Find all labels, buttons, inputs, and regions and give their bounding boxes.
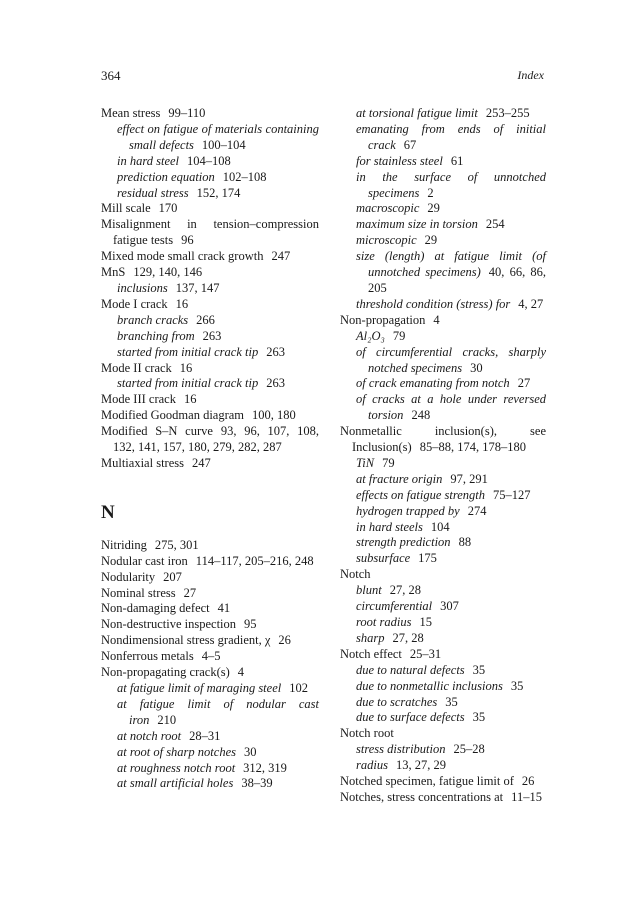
- index-page-refs: 152, 174: [196, 185, 241, 200]
- index-entry: [101, 538, 319, 554]
- index-page-refs: 129, 140, 146: [133, 265, 203, 280]
- index-page-refs: 26: [278, 633, 291, 648]
- index-entry: [340, 726, 546, 742]
- index-page-refs: 104–108: [187, 153, 231, 168]
- index-term: microscopic: [356, 233, 417, 248]
- index-subentry: [340, 663, 546, 679]
- index-term: Mixed mode small crack growth: [101, 249, 264, 264]
- index-page-refs: 40, 66, 86, 205: [368, 265, 546, 295]
- index-term: at root of sharp notches: [117, 744, 236, 759]
- index-page-refs: 247: [271, 249, 291, 264]
- index-page-refs: 79: [382, 455, 395, 470]
- index-term: Nodularity: [101, 569, 156, 584]
- index-term: strength prediction: [356, 535, 451, 550]
- index-page-refs: 100, 180: [252, 408, 296, 423]
- index-term: prediction equation: [117, 169, 215, 184]
- index-page-refs: 4–5: [201, 649, 221, 664]
- index-subentry: [340, 679, 546, 695]
- index-subentry: [101, 729, 319, 745]
- index-entry: [101, 392, 319, 408]
- index-page-refs: 11–15: [511, 789, 542, 804]
- index-page-refs: 104: [430, 519, 450, 534]
- index-page-refs: 263: [266, 376, 285, 391]
- index-term: radius: [356, 758, 388, 773]
- index-entry: [101, 249, 319, 265]
- index-subentry: [340, 742, 546, 758]
- index-term: Notches, stress concentrations at: [340, 789, 504, 804]
- index-subentry: [101, 313, 319, 329]
- index-term: Non-propagating crack(s): [101, 665, 230, 680]
- index-term: Mode II crack: [101, 360, 172, 375]
- index-page-refs: 263: [266, 344, 285, 359]
- index-term: maximum size in torsion: [356, 217, 478, 232]
- index-term: hydrogen trapped by: [356, 503, 460, 518]
- index-page-refs: 97, 291: [450, 471, 488, 486]
- index-page-refs: 312, 319: [243, 760, 287, 775]
- index-term: residual stress: [117, 185, 189, 200]
- index-page-refs: 88: [458, 535, 472, 550]
- index-page-refs: 114–117, 205–216, 248: [195, 553, 314, 568]
- index-subentry: [340, 106, 546, 122]
- index-subentry: [340, 122, 546, 154]
- index-subentry: [340, 520, 546, 536]
- index-entry: [101, 617, 319, 633]
- index-term: due to natural defects: [356, 662, 465, 677]
- index-term: TiN: [356, 455, 375, 470]
- index-entry: [101, 265, 319, 281]
- index-subentry: [340, 472, 546, 488]
- index-term: started from initial crack tip: [117, 344, 259, 359]
- index-term: started from initial crack tip: [117, 376, 259, 391]
- index-page-refs: 210: [157, 712, 177, 727]
- index-page-refs: 274: [467, 503, 487, 518]
- index-entry: [340, 424, 546, 456]
- index-page-refs: 207: [163, 569, 182, 584]
- index-page-refs: 248: [411, 408, 431, 423]
- index-page-refs: 35: [510, 678, 524, 693]
- index-page-refs: 102–108: [222, 169, 267, 184]
- index-entry: [101, 633, 319, 649]
- index-page-refs: 266: [196, 312, 215, 327]
- index-page-refs: 35: [445, 694, 458, 709]
- index-page-refs: 137, 147: [175, 280, 220, 295]
- index-page-refs: 4: [237, 665, 245, 680]
- index-term: Mean stress: [101, 106, 161, 120]
- index-entry: [101, 217, 319, 249]
- index-page-refs: 254: [485, 217, 505, 232]
- index-term: root radius: [356, 615, 412, 629]
- index-term: Al₂O₃: [356, 328, 385, 343]
- index-subentry: [340, 583, 546, 599]
- index-page-refs: 61: [450, 153, 464, 168]
- index-term: at fracture origin: [356, 471, 443, 486]
- index-page-refs: 95: [244, 617, 257, 632]
- index-page-refs: 247: [191, 455, 211, 470]
- index-page-refs: 79: [392, 328, 406, 343]
- index-subentry: [340, 456, 546, 472]
- index-entry: [340, 790, 546, 806]
- index-entry: [101, 361, 319, 377]
- index-page-refs: 30: [470, 360, 483, 375]
- index-entry: [101, 570, 319, 586]
- index-subentry: [340, 233, 546, 249]
- index-subentry: [340, 504, 546, 520]
- index-page-refs: 99–110: [168, 106, 206, 120]
- index-page-refs: 85–88, 174, 178–180: [419, 440, 526, 455]
- index-page-refs: 16: [179, 360, 193, 375]
- index-term: at small artificial holes: [117, 776, 234, 791]
- index-entry: [101, 456, 319, 472]
- index-term: effects on fatigue strength: [356, 487, 486, 502]
- index-subentry: [101, 154, 319, 170]
- index-subentry: [101, 761, 319, 777]
- index-term: Modified Goodman diagram: [101, 408, 245, 423]
- index-subentry: [340, 615, 546, 631]
- index-page-refs: 102: [289, 681, 308, 695]
- index-page-refs: 275, 301: [154, 537, 199, 552]
- index-subentry: [340, 329, 546, 345]
- index-subentry: [340, 249, 546, 297]
- index-term: of circumferential cracks, sharply notched specimens: [356, 344, 546, 375]
- index-page-refs: 253–255: [485, 106, 530, 120]
- index-page-refs: 35: [472, 662, 486, 677]
- index-term: in hard steels: [356, 519, 423, 534]
- index-entry: [340, 567, 546, 583]
- index-term: stress distribution: [356, 742, 446, 757]
- index-page-refs: 27: [517, 376, 531, 391]
- index-term: Nodular cast iron: [101, 553, 188, 568]
- index-term: Nonferrous metals: [101, 649, 194, 664]
- page-number: 364: [101, 68, 121, 83]
- index-term: Nominal stress: [101, 585, 176, 600]
- index-subentry: [340, 631, 546, 647]
- index-term: for stainless steel: [356, 153, 443, 168]
- index-page-refs: 27, 28: [389, 583, 421, 598]
- index-term: Mode III crack: [101, 392, 176, 407]
- index-page-refs: 175: [418, 551, 437, 566]
- index-subentry: [101, 329, 319, 345]
- index-term: due to nonmetallic inclusions: [356, 678, 503, 693]
- index-subentry: [340, 376, 546, 392]
- index-subentry: [340, 297, 546, 313]
- index-term: branching from: [117, 328, 195, 343]
- index-page-refs: 263: [202, 328, 222, 343]
- index-page-refs: 15: [419, 615, 432, 629]
- index-subentry: [101, 122, 319, 154]
- index-column-left: [101, 106, 319, 792]
- index-term: inclusions: [117, 280, 168, 295]
- index-term: Modified S–N curve: [101, 424, 213, 439]
- index-entry: [101, 601, 319, 617]
- index-subentry: [340, 599, 546, 615]
- index-term: Notch: [340, 567, 371, 582]
- index-subentry: [340, 170, 546, 202]
- index-term: Non-damaging defect: [101, 601, 210, 616]
- index-page-refs: 4: [433, 312, 440, 327]
- index-subentry: [101, 376, 319, 392]
- index-term: of cracks at a hole under reversed torsion: [356, 392, 546, 423]
- index-term: at notch root: [117, 728, 182, 743]
- index-term: in the surface of unnotched specimens: [356, 169, 546, 200]
- index-section-letter: N: [101, 501, 115, 523]
- index-page-refs: 307: [440, 599, 459, 614]
- index-term: Nondimensional stress gradient, χ: [101, 633, 271, 648]
- index-term: at torsional fatigue limit: [356, 106, 478, 120]
- index-term: circumferential: [356, 599, 433, 614]
- index-term: Notch effect: [340, 646, 402, 661]
- index-entry: [340, 774, 546, 790]
- index-page-refs: 67: [403, 137, 417, 152]
- index-subentry: [101, 697, 319, 729]
- index-term: blunt: [356, 583, 382, 598]
- index-page-refs: 93, 96, 107, 108, 132, 141, 157, 180, 279, 282, 287: [113, 424, 319, 455]
- index-term: effect on fatigue of materials containing small defects: [117, 121, 319, 152]
- index-page-refs: 75–127: [493, 487, 531, 502]
- index-entry: [101, 554, 319, 570]
- index-page-refs: 26: [521, 774, 535, 789]
- index-page-refs: 29: [427, 201, 440, 216]
- index-subentry: [101, 186, 319, 202]
- index-page-refs: 25–31: [409, 646, 442, 661]
- index-subentry: [101, 681, 319, 697]
- index-term: at fatigue limit of nodular cast iron: [117, 696, 319, 727]
- index-subentry: [340, 710, 546, 726]
- running-head: Index: [517, 68, 544, 82]
- index-term: Multiaxial stress: [101, 455, 184, 470]
- index-page-refs: 16: [183, 392, 197, 407]
- index-page-refs: 29: [424, 233, 438, 248]
- index-page-refs: 27: [183, 585, 197, 600]
- index-page-refs: 13, 27, 29: [395, 758, 446, 773]
- index-subentry: [101, 776, 319, 792]
- index-entry: [101, 424, 319, 456]
- index-term: at roughness notch root: [117, 760, 236, 775]
- index-page-refs: 100–104: [201, 137, 246, 152]
- index-entry: [101, 665, 319, 681]
- index-entry: [340, 647, 546, 663]
- index-page-refs: 16: [175, 296, 189, 311]
- index-term: Mill scale: [101, 201, 151, 216]
- index-term: threshold condition (stress) for: [356, 296, 511, 311]
- index-subentry: [101, 281, 319, 297]
- index-subentry: [340, 154, 546, 170]
- index-term: of crack emanating from notch: [356, 376, 510, 391]
- index-term: Mode I crack: [101, 296, 168, 311]
- index-term: Notch root: [340, 726, 394, 741]
- index-term: in hard steel: [117, 153, 180, 168]
- index-subentry: [101, 345, 319, 361]
- index-subentry: [340, 392, 546, 424]
- index-page-refs: 38–39: [241, 776, 273, 791]
- index-term: MnS: [101, 265, 126, 280]
- index-term: Notched specimen, fatigue limit of: [340, 774, 514, 789]
- index-term: due to scratches: [356, 694, 438, 709]
- page-header: [101, 68, 544, 86]
- index-page-refs: 27, 28: [392, 630, 424, 645]
- index-entry: [101, 201, 319, 217]
- index-term: at fatigue limit of maraging steel: [117, 681, 282, 695]
- index-entry: [101, 586, 319, 602]
- index-entry: [101, 649, 319, 665]
- index-term: sharp: [356, 630, 385, 645]
- index-subentry: [340, 345, 546, 377]
- index-subentry: [340, 758, 546, 774]
- index-subentry: [101, 745, 319, 761]
- index-term: Non-propagation: [340, 312, 426, 327]
- index-term: Non-destructive inspection: [101, 617, 237, 632]
- index-subentry: [340, 488, 546, 504]
- index-page-refs: 4, 27: [518, 296, 544, 311]
- index-page-refs: 28–31: [189, 728, 221, 743]
- index-term: subsurface: [356, 551, 411, 566]
- index-entry: [101, 297, 319, 313]
- index-column-right: [340, 106, 546, 806]
- index-term: Nitriding: [101, 537, 147, 552]
- index-entry: [101, 106, 319, 122]
- index-subentry: [340, 551, 546, 567]
- index-subentry: [340, 201, 546, 217]
- index-term: macroscopic: [356, 201, 420, 216]
- index-term: due to surface defects: [356, 710, 465, 725]
- index-page-refs: 41: [217, 601, 231, 616]
- index-subentry: [101, 170, 319, 186]
- index-page-refs: 35: [472, 710, 486, 725]
- index-page-refs: 2: [427, 185, 434, 200]
- index-term: Misalignment in tension–compression fatigue tests: [101, 217, 319, 248]
- index-page-refs: 96: [181, 233, 194, 248]
- index-term: emanating from ends of initial crack: [356, 121, 546, 152]
- index-page-refs: 30: [243, 744, 257, 759]
- index-page-refs: 170: [158, 201, 178, 216]
- index-subentry: [340, 535, 546, 551]
- index-subentry: [340, 217, 546, 233]
- index-term: size (length) at fatigue limit (of unnotched specimens): [356, 249, 546, 280]
- index-term: branch cracks: [117, 312, 189, 327]
- index-term: Nonmetallic inclusion(s), see Inclusion(s): [340, 424, 546, 455]
- index-entry: [101, 408, 319, 424]
- index-subentry: [340, 695, 546, 711]
- index-entry: [340, 313, 546, 329]
- index-page-refs: 25–28: [453, 742, 485, 757]
